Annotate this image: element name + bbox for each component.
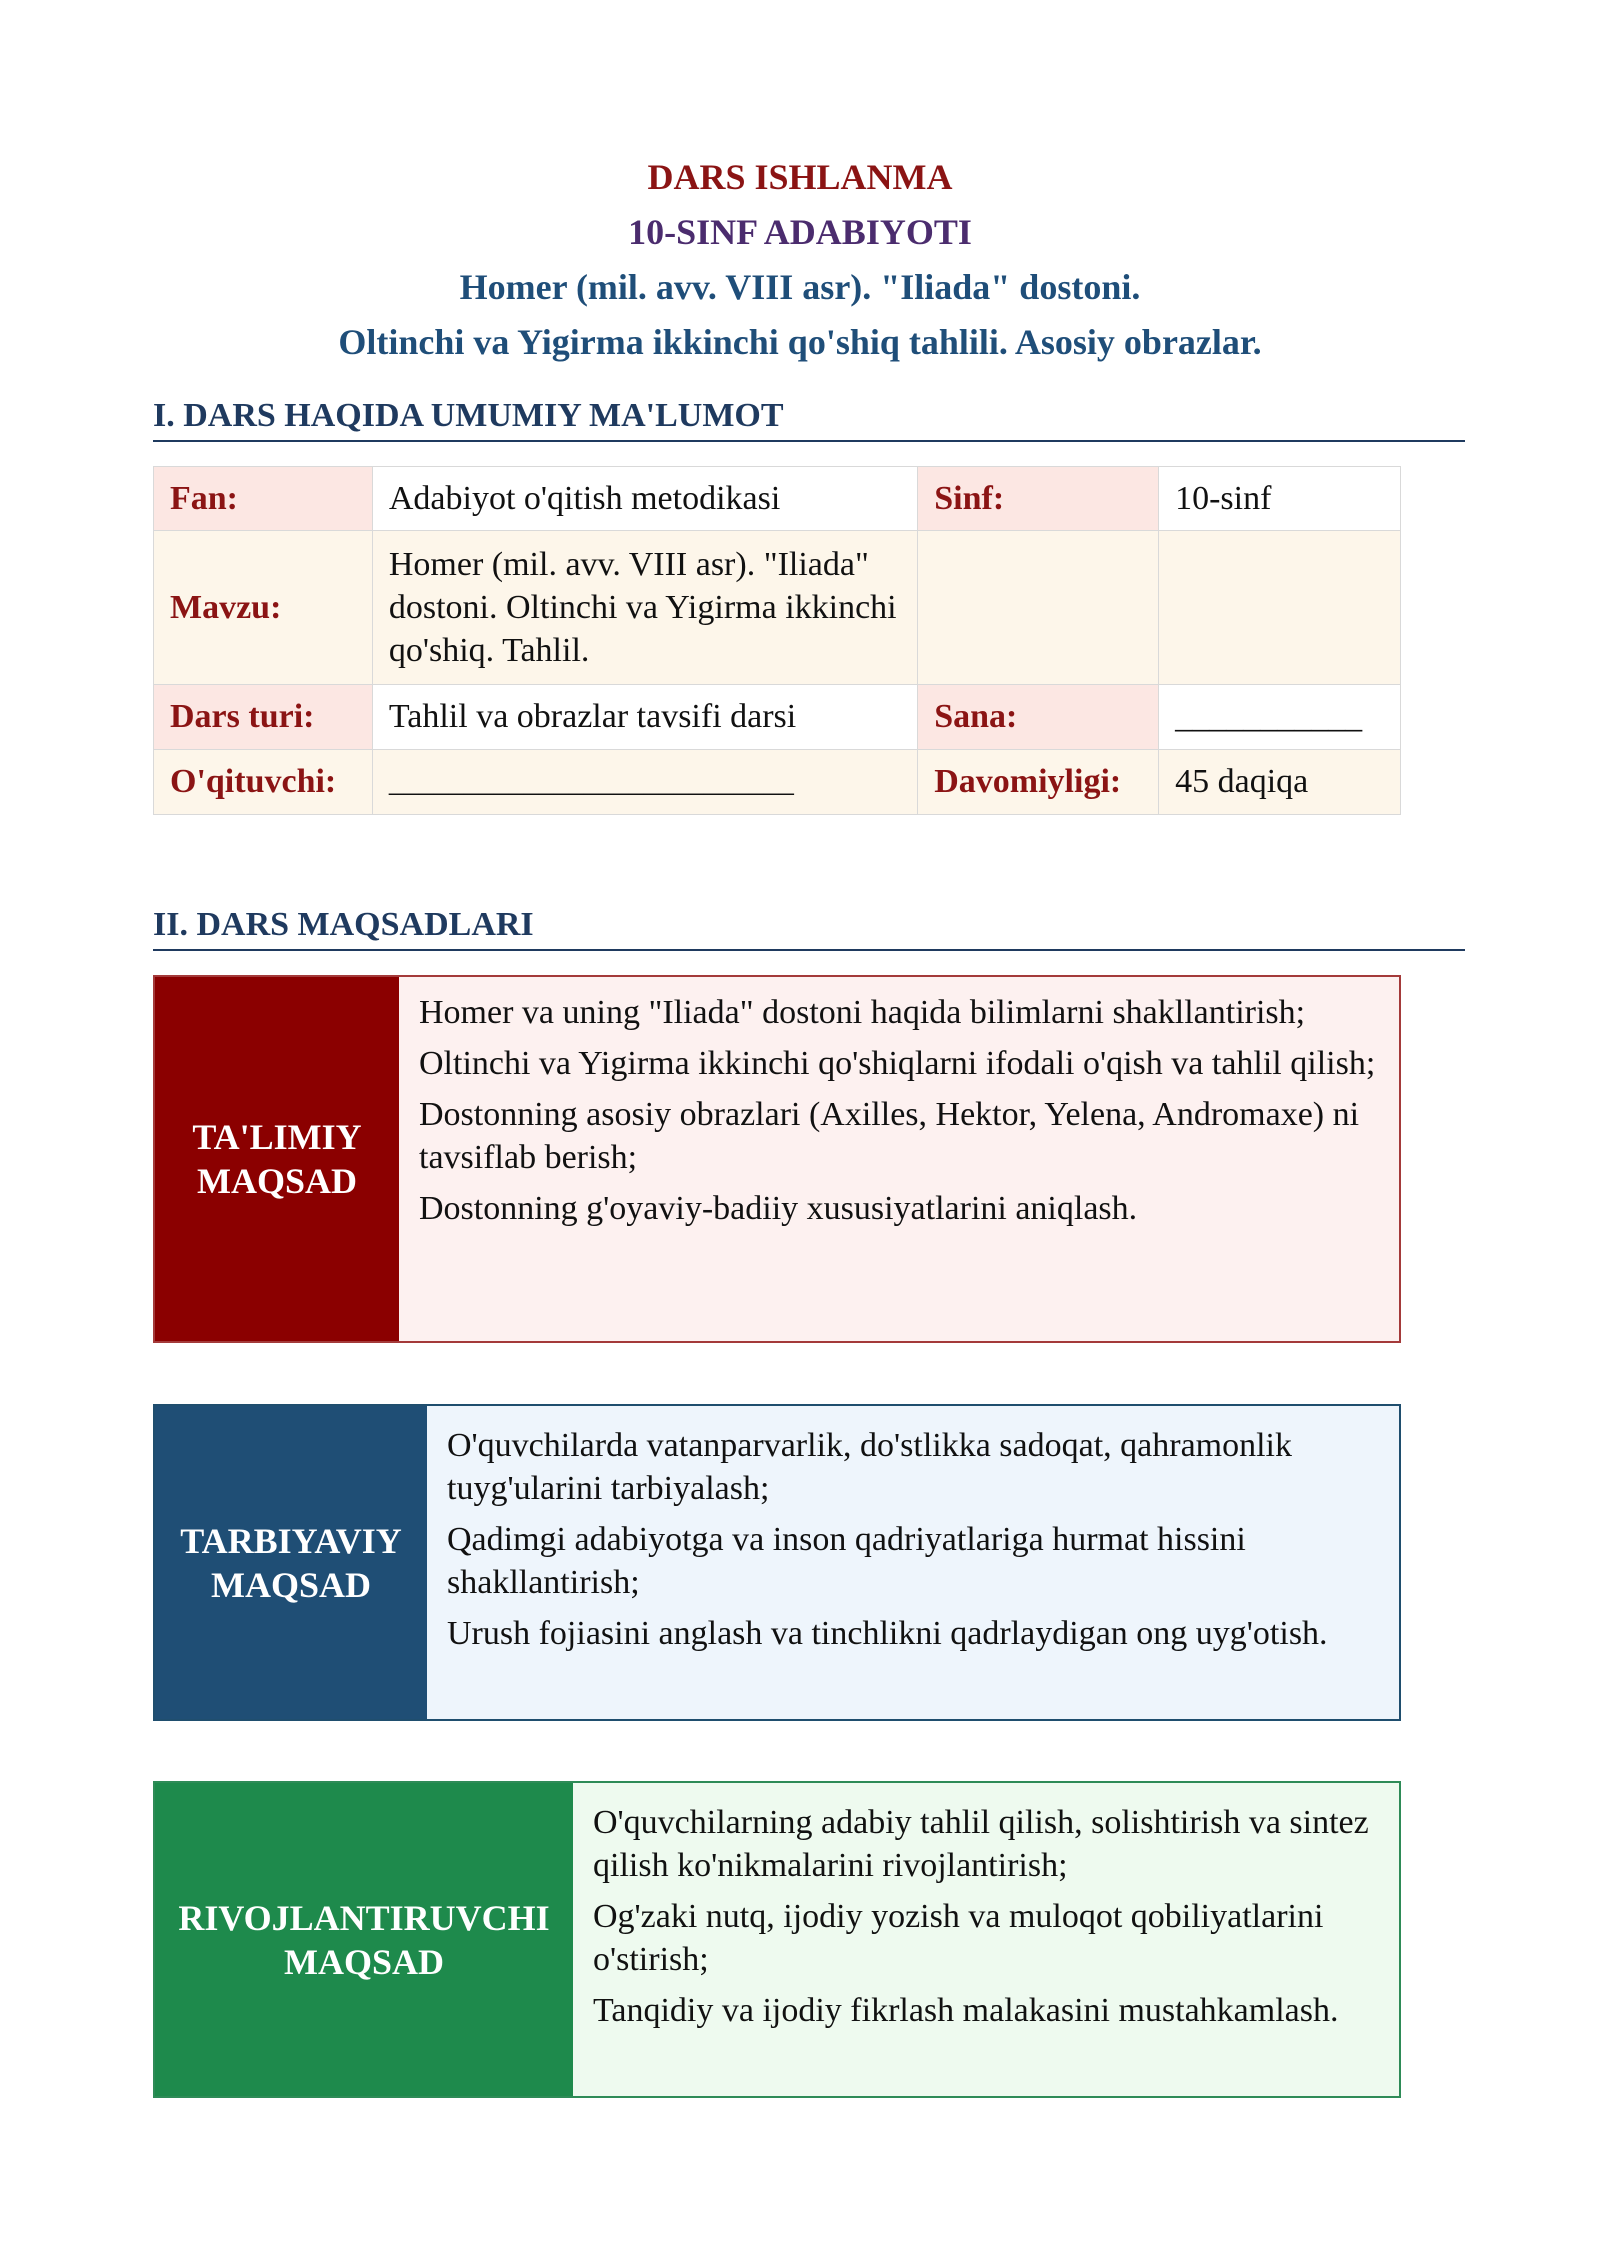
davomiyligi-value: 45 daqiqa [1159,750,1401,815]
oqituvchi-label: O'qituvchi: [154,750,373,815]
document-title: DARS ISHLANMA [647,157,953,197]
table-row [154,531,1401,685]
list-item: Urush fojiasini anglash va tinchlikni qadrlaydigan ong uyg'otish. [447,1615,1328,1652]
document-subtitle: 10-SINF ADABIYOTI [628,212,972,252]
list-item: Qadimgi adabiyotga va inson qadriyatlariga hurmat hissini shakllantirish; [447,1521,1246,1601]
sinf-label: Sinf: [918,467,1159,531]
lesson-info-table [153,466,1401,815]
goal-box-developmental [153,1781,1401,2098]
sinf-value: 10-sinf [1159,467,1401,531]
dars-turi-label: Dars turi: [154,685,373,750]
table-row [154,685,1401,750]
sana-value: ___________ [1159,685,1401,750]
goal-items [427,1406,1399,1719]
lesson-topic-line2: Oltinchi va Yigirma ikkinchi qo'shiq tahlili. Asosiy obrazlar. [338,322,1262,362]
fan-label: Fan: [154,467,373,531]
goal-items [573,1783,1399,2096]
list-item: Homer va uning "Iliada" dostoni haqida bilimlarni shakllantirish; [419,994,1306,1031]
empty-cell [918,531,1159,685]
empty-cell [1159,531,1401,685]
list-item: Dostonning g'oyaviy-badiiy xususiyatlarini aniqlash. [419,1190,1138,1227]
davomiyligi-label: Davomiyligi: [918,750,1159,815]
list-item: Dostonning asosiy obrazlari (Axilles, Hektor, Yelena, Andromaxe) ni tavsiflab berish; [419,1096,1360,1176]
goal-box-educational [153,975,1401,1343]
goal-label: TA'LIMIY MAQSAD [155,977,399,1341]
goal-label: TARBIYAVIY MAQSAD [155,1406,427,1719]
section-heading-goals: II. DARS MAQSADLARI [153,903,1465,951]
list-item: Tanqidiy va ijodiy fikrlash malakasini mustahkamlash. [593,1992,1339,2029]
fan-value: Adabiyot o'qitish metodikasi [372,467,917,531]
document-header [0,150,1600,370]
oqituvchi-value: ___________________________ [372,750,917,815]
table-row [154,750,1401,815]
section-heading-general-info: I. DARS HAQIDA UMUMIY MA'LUMOT [153,394,1465,442]
list-item: O'quvchilarda vatanparvarlik, do'stlikka sadoqat, qahramonlik tuyg'ularini tarbiyalash; [447,1427,1293,1507]
dars-turi-value: Tahlil va obrazlar tavsifi darsi [372,685,917,750]
goal-label: RIVOJLANTIRUVCHI MAQSAD [155,1783,573,2096]
lesson-topic-line1: Homer (mil. avv. VIII asr). "Iliada" dostoni. [459,267,1141,307]
list-item: Oltinchi va Yigirma ikkinchi qo'shiqlarni ifodali o'qish va tahlil qilish; [419,1045,1376,1082]
mavzu-label: Mavzu: [154,531,373,685]
table-row [154,467,1401,531]
list-item: O'quvchilarning adabiy tahlil qilish, solishtirish va sintez qilish ko'nikmalarini rivojlantirish; [593,1804,1369,1884]
mavzu-value: Homer (mil. avv. VIII asr). "Iliada" dostoni. Oltinchi va Yigirma ikkinchi qo'shiq. Tahlil. [372,531,917,685]
sana-label: Sana: [918,685,1159,750]
goal-box-upbringing [153,1404,1401,1721]
goal-items [399,977,1399,1341]
list-item: Og'zaki nutq, ijodiy yozish va muloqot qobiliyatlarini o'stirish; [593,1898,1324,1978]
